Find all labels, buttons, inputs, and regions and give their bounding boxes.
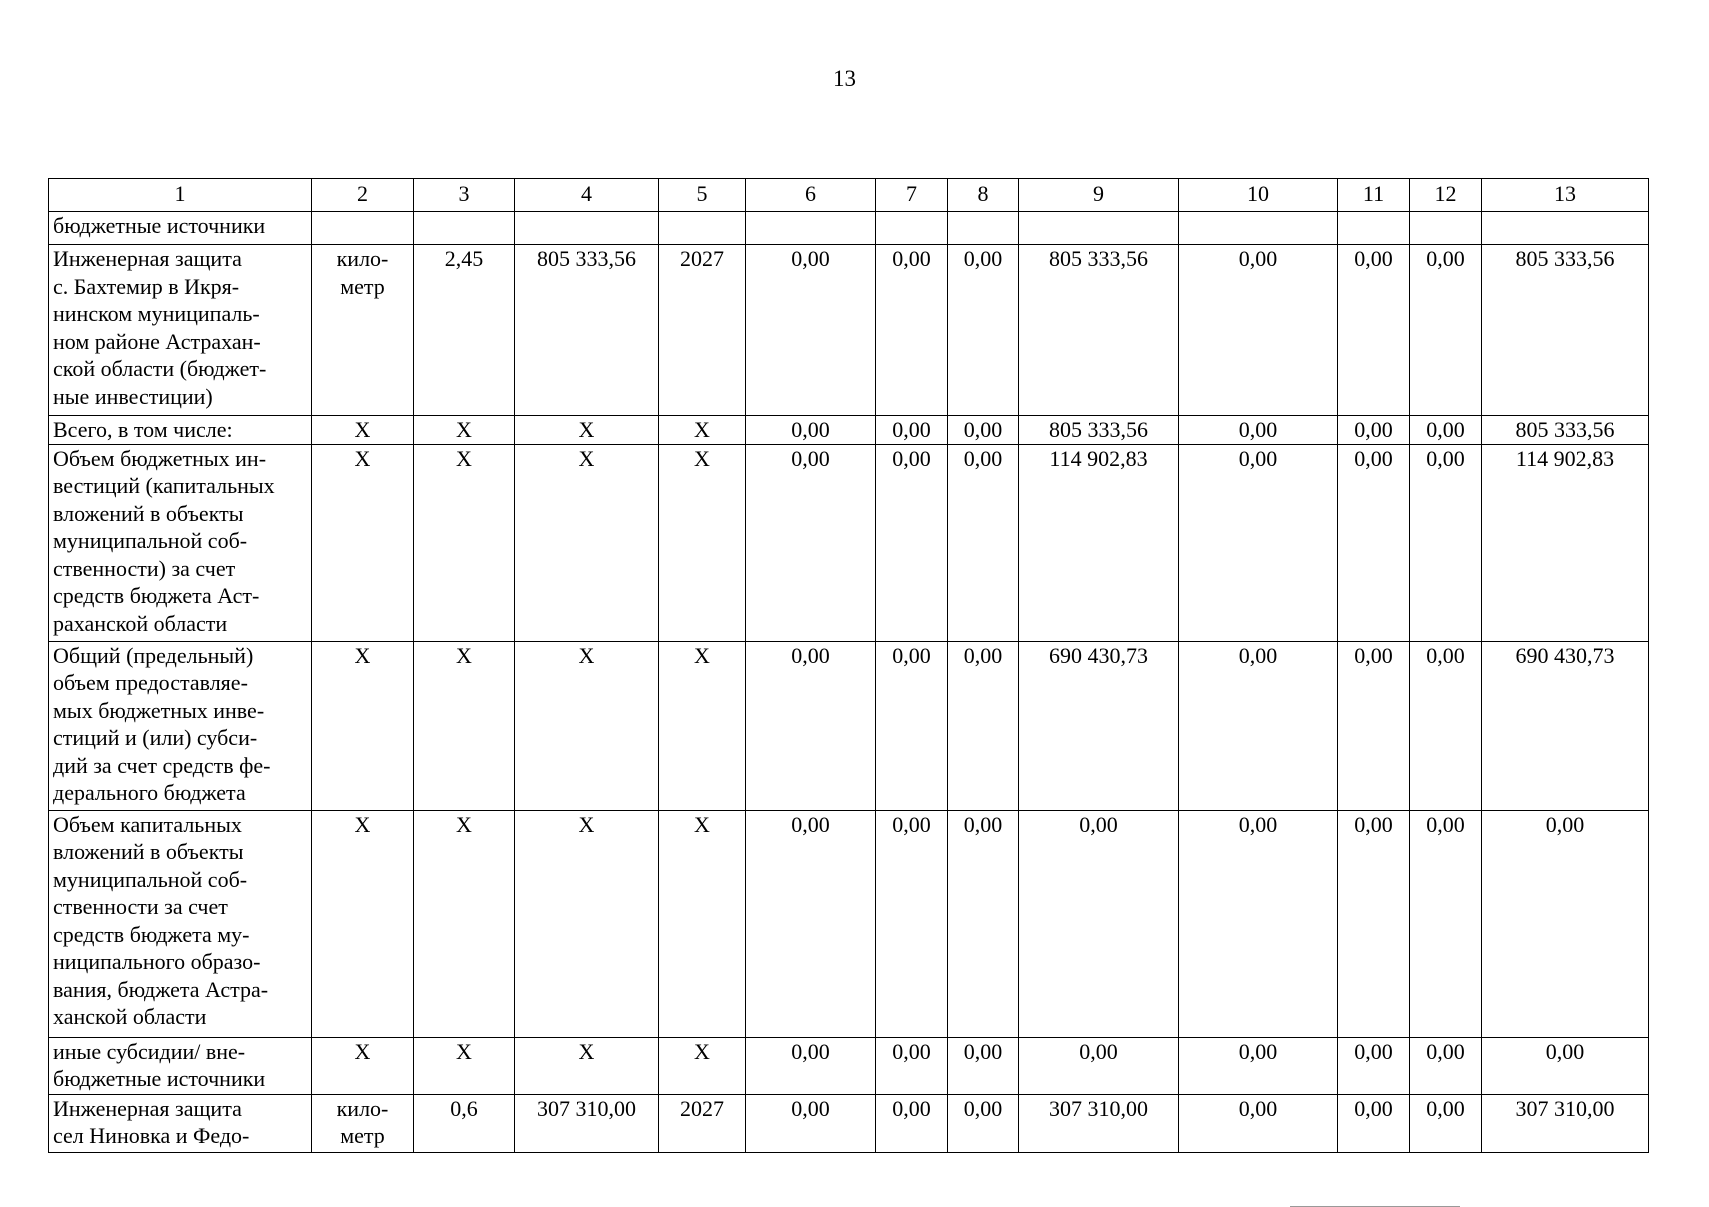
cell-col-9: 0,00	[1019, 1037, 1179, 1094]
table-row	[49, 416, 1649, 445]
cell-col-3: 2,45	[414, 245, 515, 416]
cell-col-10: 0,00	[1179, 810, 1338, 1037]
cell-col-10: 0,00	[1179, 1094, 1338, 1152]
cell-col-9: 307 310,00	[1019, 1094, 1179, 1152]
cell-col-4	[515, 212, 659, 245]
cell-col-10: 0,00	[1179, 444, 1338, 641]
cell-col-2: Х	[312, 416, 414, 445]
cell-col-4: Х	[515, 416, 659, 445]
row-description	[49, 416, 312, 445]
cell-col-11: 0,00	[1338, 416, 1410, 445]
cell-col-3: Х	[414, 444, 515, 641]
table-row	[49, 810, 1649, 1037]
cell-col-10	[1179, 212, 1338, 245]
cell-col-12: 0,00	[1410, 245, 1482, 416]
cell-col-4: 307 310,00	[515, 1094, 659, 1152]
cell-col-2: Х	[312, 810, 414, 1037]
description-line: вложений в объекты	[53, 839, 244, 864]
cell-col-8: 0,00	[948, 245, 1019, 416]
budget-table	[48, 178, 1649, 1153]
cell-col-7: 0,00	[876, 641, 948, 810]
description-line: Объем капитальных	[53, 811, 242, 837]
cell-col-13: 307 310,00	[1482, 1094, 1649, 1152]
column-header-3: 3	[414, 179, 515, 212]
cell-col-8	[948, 212, 1019, 245]
cell-col-2: Х	[312, 1037, 414, 1094]
row-description	[49, 1037, 312, 1094]
cell-col-2	[312, 212, 414, 245]
cell-col-10: 0,00	[1179, 1037, 1338, 1094]
cell-col-11: 0,00	[1338, 1037, 1410, 1094]
column-header-8: 8	[948, 179, 1019, 212]
description-line: объем предоставляе-	[53, 670, 248, 695]
column-header-5: 5	[659, 179, 746, 212]
cell-col-5: Х	[659, 810, 746, 1037]
description-line: муниципальной соб-	[53, 528, 248, 553]
cell-col-2: кило- метр	[312, 1094, 414, 1152]
cell-col-13: 114 902,83	[1482, 444, 1649, 641]
column-header-7: 7	[876, 179, 948, 212]
table-header-row	[49, 179, 1649, 212]
column-header-10: 10	[1179, 179, 1338, 212]
cell-col-4: Х	[515, 444, 659, 641]
description-line: бюджетные источники	[53, 213, 266, 238]
column-header-4: 4	[515, 179, 659, 212]
description-line: средств бюджета Аст-	[53, 583, 260, 608]
row-description	[49, 212, 312, 245]
cell-col-4: Х	[515, 810, 659, 1037]
description-line: Всего, в том числе:	[53, 417, 233, 442]
cell-col-5: Х	[659, 1037, 746, 1094]
cell-col-6: 0,00	[746, 444, 876, 641]
cell-col-4: Х	[515, 1037, 659, 1094]
description-line: мых бюджетных инве-	[53, 697, 265, 723]
cell-col-9: 0,00	[1019, 810, 1179, 1037]
cell-col-2: Х	[312, 444, 414, 641]
cell-col-9	[1019, 212, 1179, 245]
table-row	[49, 245, 1649, 416]
cell-col-9: 805 333,56	[1019, 416, 1179, 445]
cell-col-4: 805 333,56	[515, 245, 659, 416]
description-line: дерального бюджета	[53, 780, 246, 805]
description-line: с. Бахтемир в Икря-	[53, 273, 240, 299]
description-line: бюджетные источники	[53, 1066, 266, 1091]
cell-col-7: 0,00	[876, 1037, 948, 1094]
description-line: ственности за счет	[53, 894, 228, 919]
description-line: муниципальной соб-	[53, 866, 248, 892]
column-header-13: 13	[1482, 179, 1649, 212]
cell-col-5: Х	[659, 641, 746, 810]
column-header-6: 6	[746, 179, 876, 212]
table-row	[49, 641, 1649, 810]
cell-col-13	[1482, 212, 1649, 245]
cell-col-9: 114 902,83	[1019, 444, 1179, 641]
table-row	[49, 1037, 1649, 1094]
description-line: нинском муниципаль-	[53, 301, 260, 326]
cell-col-11: 0,00	[1338, 810, 1410, 1037]
column-header-12: 12	[1410, 179, 1482, 212]
table-body	[49, 179, 1649, 1153]
cell-col-6: 0,00	[746, 1037, 876, 1094]
page-number: 13	[833, 66, 856, 91]
cell-col-10: 0,00	[1179, 641, 1338, 810]
cell-col-9: 690 430,73	[1019, 641, 1179, 810]
cell-col-3	[414, 212, 515, 245]
cell-col-7: 0,00	[876, 810, 948, 1037]
cell-col-12: 0,00	[1410, 1037, 1482, 1094]
cell-col-2: кило- метр	[312, 245, 414, 416]
column-header-9: 9	[1019, 179, 1179, 212]
cell-col-7	[876, 212, 948, 245]
cell-col-13: 805 333,56	[1482, 416, 1649, 445]
description-line: вестиций (капитальных	[53, 473, 275, 498]
row-description	[49, 444, 312, 641]
cell-col-6	[746, 212, 876, 245]
cell-col-8: 0,00	[948, 810, 1019, 1037]
cell-col-3: Х	[414, 810, 515, 1037]
cell-col-7: 0,00	[876, 1094, 948, 1152]
cell-col-7: 0,00	[876, 245, 948, 416]
description-line: раханской области	[53, 610, 228, 636]
cell-col-13: 0,00	[1482, 810, 1649, 1037]
cell-col-11: 0,00	[1338, 245, 1410, 416]
cell-col-3: Х	[414, 1037, 515, 1094]
cell-col-2: Х	[312, 641, 414, 810]
description-line: Инженерная защита	[53, 246, 242, 271]
cell-col-8: 0,00	[948, 1094, 1019, 1152]
row-description	[49, 1094, 312, 1152]
cell-col-5: 2027	[659, 245, 746, 416]
cell-col-5: 2027	[659, 1094, 746, 1152]
description-line: дий за счет средств фе-	[53, 752, 271, 778]
cell-col-5: Х	[659, 416, 746, 445]
description-line: ской области (бюджет-	[53, 356, 267, 381]
row-description	[49, 810, 312, 1037]
description-line: сел Ниновка и Федо-	[53, 1123, 250, 1148]
cell-col-6: 0,00	[746, 416, 876, 445]
column-header-11: 11	[1338, 179, 1410, 212]
table-row	[49, 212, 1649, 245]
cell-col-4: Х	[515, 641, 659, 810]
cell-col-10: 0,00	[1179, 245, 1338, 416]
cell-col-13: 805 333,56	[1482, 245, 1649, 416]
cell-col-9: 805 333,56	[1019, 245, 1179, 416]
cell-col-12: 0,00	[1410, 416, 1482, 445]
description-line: ные инвестиции)	[53, 383, 213, 409]
cell-col-11: 0,00	[1338, 641, 1410, 810]
cell-col-12: 0,00	[1410, 810, 1482, 1037]
description-line: Инженерная защита	[53, 1095, 242, 1121]
cell-col-12: 0,00	[1410, 641, 1482, 810]
cell-col-5: Х	[659, 444, 746, 641]
cell-col-8: 0,00	[948, 416, 1019, 445]
cell-col-11: 0,00	[1338, 1094, 1410, 1152]
description-line: ханской области	[53, 1004, 207, 1029]
cell-col-8: 0,00	[948, 1037, 1019, 1094]
column-header-1: 1	[49, 179, 312, 212]
cell-col-10: 0,00	[1179, 416, 1338, 445]
description-line: вания, бюджета Астра-	[53, 976, 269, 1002]
description-line: ственности) за счет	[53, 555, 236, 581]
cell-col-6: 0,00	[746, 641, 876, 810]
cell-col-3: Х	[414, 641, 515, 810]
description-line: иные субсидии/ вне-	[53, 1038, 246, 1064]
cell-col-6: 0,00	[746, 810, 876, 1037]
description-line: средств бюджета му-	[53, 921, 250, 947]
cell-col-3: 0,6	[414, 1094, 515, 1152]
row-description	[49, 641, 312, 810]
table-row	[49, 1094, 1649, 1152]
cell-col-12	[1410, 212, 1482, 245]
column-header-2: 2	[312, 179, 414, 212]
cell-col-11: 0,00	[1338, 444, 1410, 641]
description-line: ниципального образо-	[53, 949, 261, 974]
cell-col-12: 0,00	[1410, 444, 1482, 641]
description-line: Общий (предельный)	[53, 642, 254, 668]
cell-col-7: 0,00	[876, 416, 948, 445]
description-line: Объем бюджетных ин-	[53, 445, 267, 471]
cell-col-8: 0,00	[948, 641, 1019, 810]
cell-col-13: 690 430,73	[1482, 641, 1649, 810]
table-row	[49, 444, 1649, 641]
cell-col-11	[1338, 212, 1410, 245]
cell-col-7: 0,00	[876, 444, 948, 641]
cell-col-13: 0,00	[1482, 1037, 1649, 1094]
cell-col-5	[659, 212, 746, 245]
cell-col-6: 0,00	[746, 1094, 876, 1152]
description-line: вложений в объекты	[53, 500, 244, 526]
row-description	[49, 245, 312, 416]
description-line: ном районе Астрахан-	[53, 328, 261, 354]
description-line: стиций и (или) субси-	[53, 725, 258, 750]
cell-col-6: 0,00	[746, 245, 876, 416]
cell-col-8: 0,00	[948, 444, 1019, 641]
cell-col-12: 0,00	[1410, 1094, 1482, 1152]
cell-col-3: Х	[414, 416, 515, 445]
